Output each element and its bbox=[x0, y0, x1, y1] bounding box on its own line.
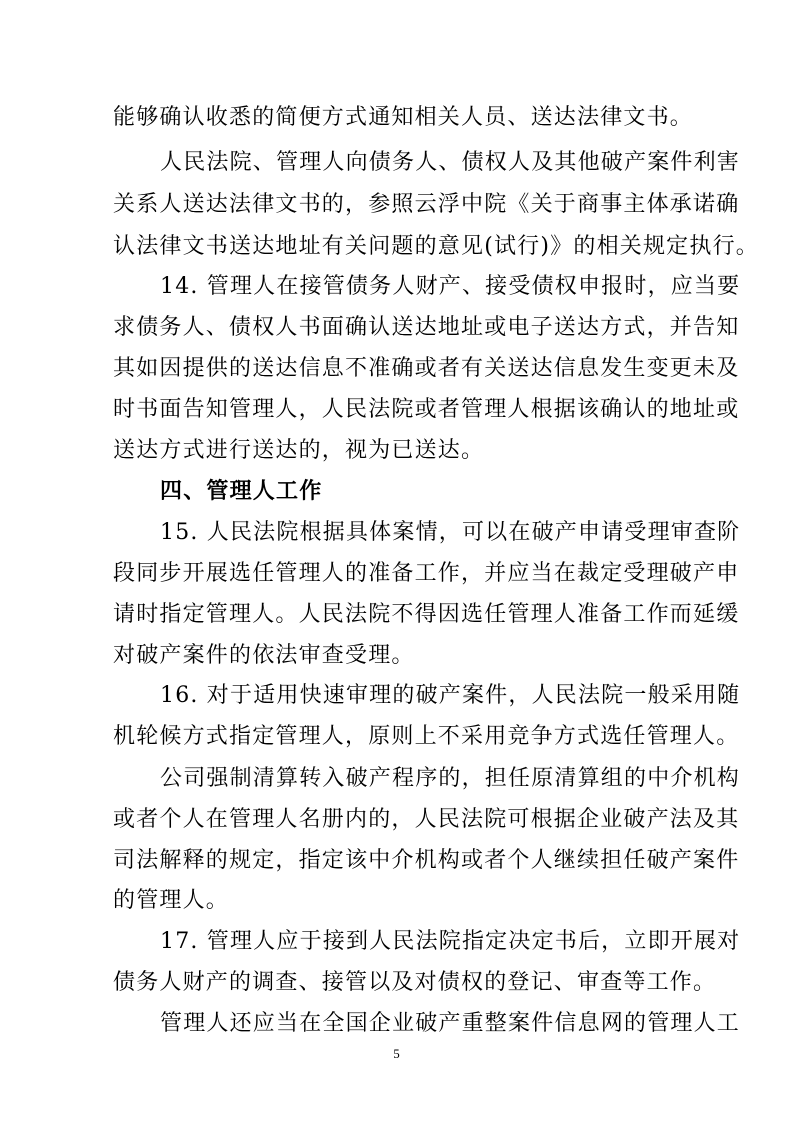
text-line: 时书面告知管理人，人民法院或者管理人根据该确认的地址或 bbox=[113, 397, 740, 422]
text-line: 其如因提供的送达信息不准确或者有关送达信息发生变更未及 bbox=[113, 356, 740, 381]
paragraph-first-line: 管理人还应当在全国企业破产重整案件信息网的管理人工 bbox=[160, 1011, 741, 1036]
text-line: 的管理人。 bbox=[113, 888, 230, 913]
text-line: 或者个人在管理人名册内的，人民法院可根据企业破产法及其 bbox=[113, 807, 740, 832]
page-number: 5 bbox=[393, 1046, 400, 1061]
text-line: 段同步开展选任管理人的准备工作，并应当在裁定受理破产申 bbox=[113, 561, 740, 586]
section-heading: 四、管理人工作 bbox=[160, 479, 323, 504]
text-line: 关系人送达法律文书的，参照云浮中院《关于商事主体承诺确 bbox=[113, 192, 740, 217]
paragraph-first-line: 15. 人民法院根据具体案情，可以在破产申请受理审查阶 bbox=[160, 520, 741, 545]
paragraph-first-line: 14. 管理人在接管债务人财产、接受债权申报时，应当要 bbox=[160, 274, 741, 299]
paragraph-first-line: 人民法院、管理人向债务人、债权人及其他破产案件利害 bbox=[160, 150, 741, 175]
text-line: 送达方式进行送达的，视为已送达。 bbox=[113, 438, 485, 463]
text-line: 认法律文书送达地址有关问题的意见(试行)》的相关规定执行。 bbox=[113, 234, 759, 259]
paragraph-first-line: 17. 管理人应于接到人民法院指定决定书后，立即开展对 bbox=[160, 929, 741, 954]
text-line: 机轮候方式指定管理人，原则上不采用竞争方式选任管理人。 bbox=[113, 724, 740, 749]
paragraph-first-line: 16. 对于适用快速审理的破产案件，人民法院一般采用随 bbox=[160, 683, 741, 708]
text-line: 债务人财产的调查、接管以及对债权的登记、审查等工作。 bbox=[113, 970, 717, 995]
paragraph-first-line: 公司强制清算转入破产程序的，担任原清算组的中介机构 bbox=[160, 766, 741, 791]
text-line: 请时指定管理人。人民法院不得因选任管理人准备工作而延缓 bbox=[113, 602, 740, 627]
text-line: 司法解释的规定，指定该中介机构或者个人继续担任破产案件 bbox=[113, 848, 740, 873]
text-line: 能够确认收悉的简便方式通知相关人员、送达法律文书。 bbox=[113, 105, 694, 130]
text-line: 对破产案件的依法审查受理。 bbox=[113, 643, 415, 668]
text-line: 求债务人、债权人书面确认送达地址或电子送达方式，并告知 bbox=[113, 315, 740, 340]
